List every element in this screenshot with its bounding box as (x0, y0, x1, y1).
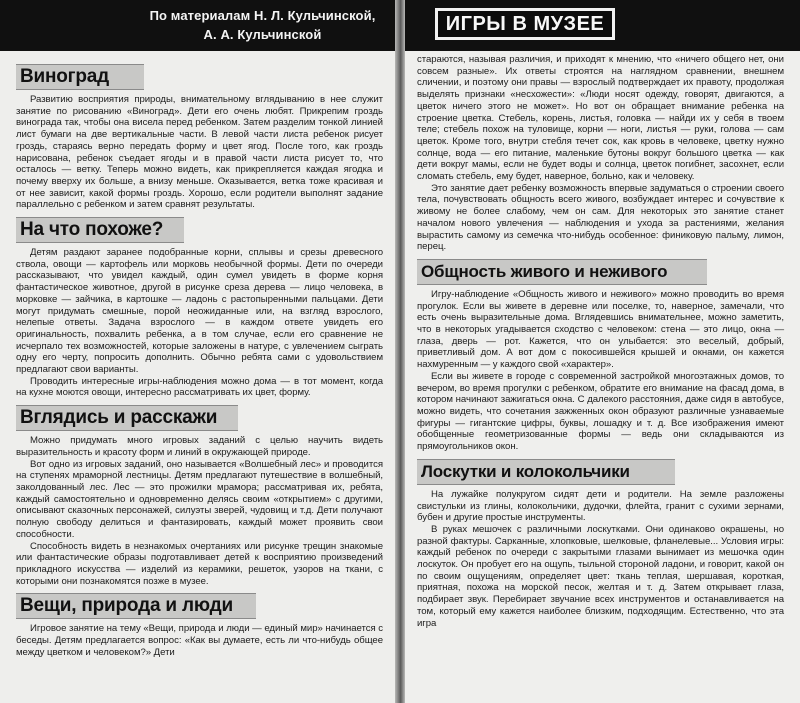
section-paragraph: Способность видеть в незнакомых очертаниях или рисунке трещин знакомые или фантастические образы подготавливает детей к восприятию произведений прикладного искусства — изделий из керамики, решеток, узоров на ткани, с которыми они познакомятся позже в музее. (16, 540, 383, 587)
continued-paragraph: стараются, называя различия, и приходят к мнению, что «ничего общего нет, они совсем разные». Их ответы строятся на наглядном сравнении, внешнем сличении, и поэтому они правы — взрослый подтверждает их правоту, продолжая выделять признаки «несхожести»: «Люди носят одежду, говорят, двигаются, а цветок ничего этого не может». Но вот он обращает внимание ребенка на строение цветка. Стебель, корень, листья, головка — найди их у себя в твоем теле; стебель похож на туловище, корни — ноги, листья — руки, голова — сам цветок. Кроме того, внутри стебля течет сок, как кровь в человеке, цветку нужно солнце, вода — его питание, маленькие бутоны вокруг большого цветка — как дети вокруг мамы, если не будет воды и солнца, цветок погибнет, засохнет, если сломать стебель, ему будет, наверное, больно, как и человеку. (417, 54, 784, 183)
section-paragraph: Если вы живете в городе с современной застройкой многоэтажных домов, то вечером, во время прогулки с ребенком, обратите его внимание на фасад дома, в котором начинают зажигаться окна. С далекого расстояния, даже сидя в автобусе, можно видеть, что сочетания зажженных окон образуют различные узнаваемые фигуры — гигантские цифры, буквы, лошадку и т. д. Все изображения имеют обобщенные геометризованные формы — ведь они складываются из прямоугольников окон. (417, 370, 784, 453)
authors-line-2: А. А. Кульчинской (203, 27, 322, 42)
section-paragraph: Проводить интересные игры-наблюдения можно дома — в тот момент, когда на кухне моются овощи, интересно рассматривать их цвет, форму. (16, 375, 383, 399)
section-title-things-nature-people: Вещи, природа и люди (16, 593, 256, 619)
left-page-header (0, 0, 395, 51)
section-paragraph: Игровое занятие на тему «Вещи, природа и люди — единый мир» начинается с беседы. Детям предлагается вопрос: «Как вы думаете, есть ли что-нибудь общее между цветком и человеком?» Дети (16, 623, 383, 658)
continued-paragraph: Это занятие дает ребенку возможность впервые задуматься о строении своего тела, почувствовать общность всего живого, возбуждает интерес и сочувствие к живому не более слабому, чем он сам. Для некоторых это занятие станет началом нового увлечения — наблюдения и ухода за растениями, желания вырастить самому из семечка что-нибудь особенное: финиковую пальму, лимон, перец. (417, 182, 784, 253)
section-paragraph: В руках мешочек с различными лоскутками. Они одинаково окрашены, но разной фактуры. Сарканные, хлопковые, шелковые, фланелевые... Условия игры: каждый ребенок по очереди с закрытыми глазами вынимает из мешочка один лоскуток. Он пробует его на ощупь, тыльной стороной ладони, и говорит, какой он по своим ощущениям, определяет цвет: ткань теплая, шершавая, короткая, приятная, похожа на морской песок, желтая и т. д. Затем открывает глаза, подбирает звук. Перебирает звучание всех инструментов и останавливается на том, который ему кажется наиболее близким, подходящим. Естественно, что эта игра (417, 523, 784, 629)
section-paragraph: На лужайке полукругом сидят дети и родители. На земле разложены свистульки из глины, колокольчики, дудочки, флейта, гранит с сухими зернами, бубен и другие простые инструменты. (417, 488, 784, 524)
section-what-does-it-look-like (16, 217, 383, 399)
authors-line-1: По материалам Н. Л. Кульчинской, (149, 8, 376, 23)
section-title-living-and-nonliving: Общность живого и неживого (417, 259, 707, 285)
right-page (405, 0, 800, 703)
rubric-title: ИГРЫ В МУЗЕЕ (435, 8, 615, 40)
section-paragraph: Детям раздают заранее подобранные корни, сплывы и срезы древесного ствола, овощи — картофель или морковь необычной формы. Дети по очереди рассказывают, что увидел каждый, один сумел увидеть в форме корня фантастическое животное, другой в рисунке среза дерева — лицо человека, в морковке — зайчика, в картошке — ладонь с растопыренными пальцами. Дети могут придумать смешные, порой неожиданные или, на взгляд взрослого, нелепые ответы. Задача взрослого — в каждом ответе увидеть его оригинальность, похвалить ребенка, а в том случае, если его сравнение не исчерпало тех возможностей, которые заложены в натуре, с увлечением сыграть одну его черту, попросить дополнить. Обычно ребята сами с удовольствием предлагают свои варианты. (16, 247, 383, 376)
section-title-grapes: Виноград (16, 64, 144, 90)
right-column (417, 54, 784, 629)
section-things-nature-people (16, 593, 383, 658)
section-look-and-tell (16, 405, 383, 587)
section-living-and-nonliving (417, 259, 784, 453)
left-column (16, 58, 383, 658)
section-scraps-and-bells (417, 459, 784, 629)
section-title-scraps-and-bells: Лоскутки и колокольчики (417, 459, 675, 485)
authors-credit (140, 6, 385, 44)
section-title-look-and-tell: Вглядись и расскажи (16, 405, 238, 431)
left-page (0, 0, 395, 703)
right-page-header (405, 0, 800, 51)
section-paragraph: Развитию восприятия природы, внимательному вглядыванию в нее служит занятие по рисованию «Виноград». Дети его очень любят. Прикрепим гроздь винограда так, чтобы она висела перед ребенком. Затем разделим тонкой линией лист бумаги на две вертикальные части. В левой части листа ребенок рисует гроздь, стараясь верно передать форму и цвет ягод. После того, как гроздь нарисована, ребенок съедает ягоды и в правой части листа рисует то, что осталось — ветку. Теперь можно видеть, как прикрепляется каждая ягодка и почему вверху их больше, а внизу меньше. Оказывается, ветка тоже красивая и от нее зависит, какой формы гроздь. Хорошо, если родители выполнят задание параллельно с ребенком и затем сравнят результаты. (16, 94, 383, 211)
book-gutter (395, 0, 405, 703)
section-paragraph: Можно придумать много игровых заданий с целью научить видеть выразительность и красоту форм и линий в окружающей природе. (16, 435, 383, 458)
section-title-what-does-it-look-like: На что похоже? (16, 217, 184, 243)
section-grapes (16, 64, 383, 211)
section-paragraph: Вот одно из игровых заданий, оно называется «Волшебный лес» и проводится на ступенях мраморной лестницы. Детям предлагают путешествие в волшебный, заколдованный лес. Лес — это прожилки мрамора; рассматривая их, ребята, каждый самостоятельно и одновременно делясь своим «открытием» с другими, описывают сказочных персонажей, силуэты зверей, чудовищ и т.д. Дети получают полную свободу делиться и фантазировать, каждый может проявить свои способности. (16, 458, 383, 540)
section-paragraph: Игру-наблюдение «Общность живого и неживого» можно проводить во время прогулок. Если вы живете в деревне или поселке, то, наверное, замечали, что есть очень выразительные дома. Вглядевшись внимательнее, можно заметить, что в некоторых угадывается сходство с человеком: стена — это лицо, окна — глаза, дверь — рот. Кажется, что он улыбается: это веселый, добрый, приветливый дом. А вот дом с покосившейся крышей и окнами, он кажется нахмуренным — у каждого свой «характер». (417, 288, 784, 371)
